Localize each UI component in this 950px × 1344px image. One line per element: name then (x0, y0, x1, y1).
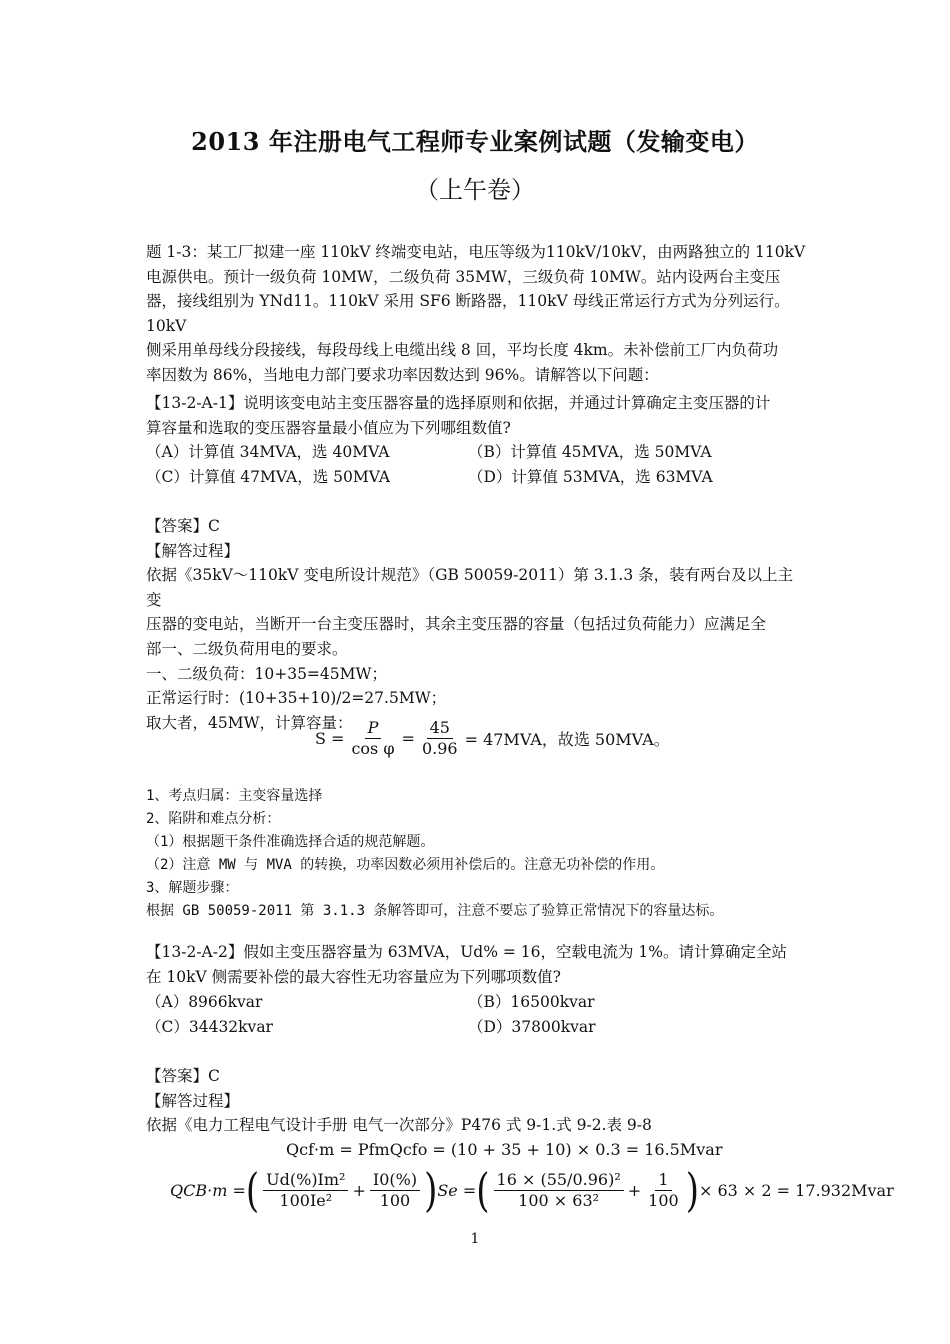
intro-line: 题 1-3：某工厂拟建一座 110kV 终端变电站，电压等级为110kV/10kV，由两路独立的 110kV (146, 243, 806, 261)
denominator: 100Ie² (279, 1191, 333, 1210)
option-b: （B）计算值 45MVA，选 50MVA (468, 443, 712, 461)
option-b: （B）16500kvar (468, 993, 595, 1011)
analysis-notes (146, 785, 826, 923)
option-a: （A）8966kvar (146, 993, 263, 1011)
question-text: 【13-2-A-1】说明该变电站主变压器容量的选择原则和依据，并通过计算确定主变压器的计 (146, 394, 771, 412)
denominator: 100 × 63² (518, 1191, 600, 1210)
numerator: 1 (655, 1170, 671, 1191)
fraction (348, 718, 397, 759)
fraction (370, 1170, 420, 1211)
intro-line: 器，接线组别为 YNd11。110kV 采用 SF6 断路器，110kV 母线正常运行方式为分列运行。10kV (146, 292, 790, 335)
intro-line: 率因数为 86%，当地电力部门要求功率因数达到 96%。请解答以下问题： (146, 365, 659, 384)
denominator: 100 (648, 1191, 679, 1210)
note-line: （1）根据题干条件准确选择合适的规范解题。 (146, 834, 435, 850)
numerator: I0(%) (370, 1170, 420, 1191)
option-c: （C）34432kvar (146, 1017, 273, 1036)
formula-lhs: S = (315, 729, 345, 748)
process-label: 【解答过程】 (146, 541, 240, 560)
answer: 【答案】C (146, 517, 220, 535)
option-a: （A）计算值 34MVA，选 40MVA (146, 443, 390, 461)
formula-lhs: QCB·m = (170, 1181, 246, 1200)
formula-rhs: × 63 × 2 = 17.932Mvar (698, 1181, 894, 1200)
formula-s (315, 718, 670, 759)
right-paren: ) (424, 1163, 438, 1218)
fraction (645, 1170, 682, 1211)
process-label: 【解答过程】 (146, 1091, 240, 1110)
note-line: 根据 GB 50059-2011 第 3.1.3 条解答即可，注意不要忘了验算正常情况下的容量达标。 (146, 903, 724, 919)
fraction (494, 1170, 624, 1211)
right-paren: ) (685, 1163, 699, 1218)
option-d: （D）37800kvar (468, 1017, 596, 1036)
process-line: 取大者，45MW，计算容量： (146, 713, 353, 732)
question-text: 在 10kV 侧需要补偿的最大容性无功容量应为下列哪项数值? (146, 967, 561, 986)
numerator: P (365, 718, 382, 739)
question-2-options (146, 990, 808, 1039)
page-number: 1 (470, 1231, 480, 1247)
se-term: Se = (437, 1181, 477, 1200)
plus: + (627, 1181, 642, 1200)
process-line: 一、二级负荷：10+35=45MW； (146, 664, 387, 683)
intro-line: 侧采用单母线分段接线，每段母线上电缆出线 8 回，平均长度 4km。未补偿前工厂内负荷功 (146, 341, 779, 360)
left-paren: ( (476, 1163, 490, 1218)
numerator: 45 (427, 718, 453, 739)
page-subtitle: （上午卷） (415, 176, 535, 204)
question-2-solution (146, 1064, 808, 1138)
process-line: 依据《电力工程电气设计手册 电气一次部分》P476 式 9-1.式 9-2.表 9-8 (146, 1116, 652, 1135)
page-title: 2013 年注册电气工程师专业案例试题（发输变电） (191, 127, 759, 156)
answer: 【答案】C (146, 1067, 220, 1085)
process-line: 压器的变电站，当断开一台主变压器时，其余主变压器的容量（包括过负荷能力）应满足全 (146, 615, 767, 634)
option-d: （D）计算值 53MVA，选 63MVA (468, 467, 713, 486)
note-line: 2、陷阱和难点分析： (146, 811, 281, 827)
note-line: （2）注意 MW 与 MVA 的转换，功率因数必须用补偿后的。注意无功补偿的作用。 (146, 857, 665, 873)
note-line: 1、考点归属：主变容量选择 (146, 788, 323, 804)
fraction (419, 718, 461, 759)
process-line: 部一、二级负荷用电的要求。 (146, 639, 348, 658)
question-1-options (146, 440, 808, 489)
denominator: 100 (379, 1191, 411, 1210)
option-c: （C）计算值 47MVA，选 50MVA (146, 467, 391, 486)
numerator: 16 × (55/0.96)² (494, 1170, 624, 1191)
problem-intro (146, 240, 808, 388)
fraction (263, 1170, 348, 1211)
question-1-solution (146, 514, 808, 735)
process-line: 依据《35kV～110kV 变电所设计规范》（GB 50059-2011）第 3.1.3 条，装有两台及以上主变 (146, 566, 794, 609)
question-text: 【13-2-A-2】假如主变压器容量为 63MVA，Ud% = 16，空载电流为 1%。请计算确定全站 (146, 943, 788, 961)
process-line: 正常运行时：(10+35+10)/2=27.5MW； (146, 689, 447, 708)
intro-line: 电源供电。预计一级负荷 10MW，二级负荷 35MW，三级负荷 10MW。站内设两台主变压 (146, 267, 781, 286)
note-line: 3、解题步骤： (146, 880, 239, 896)
left-paren: ( (245, 1163, 260, 1218)
equals: = (401, 729, 415, 748)
formula-rhs: = 47MVA，故选 50MVA。 (464, 730, 670, 749)
denominator: 0.96 (421, 739, 458, 758)
numerator: Ud(%)Im² (263, 1170, 348, 1191)
question-2 (146, 940, 808, 989)
question-1 (146, 391, 808, 440)
plus: + (352, 1181, 366, 1200)
question-text: 算容量和选取的变压器容量最小值应为下列哪组数值? (146, 418, 511, 437)
denominator: cos φ (351, 739, 395, 758)
formula-qcf: Qcf·m = PfmQcfo = (10 + 35 + 10) × 0.3 = 16.5Mvar (286, 1140, 723, 1159)
formula-qcb (170, 1163, 894, 1218)
